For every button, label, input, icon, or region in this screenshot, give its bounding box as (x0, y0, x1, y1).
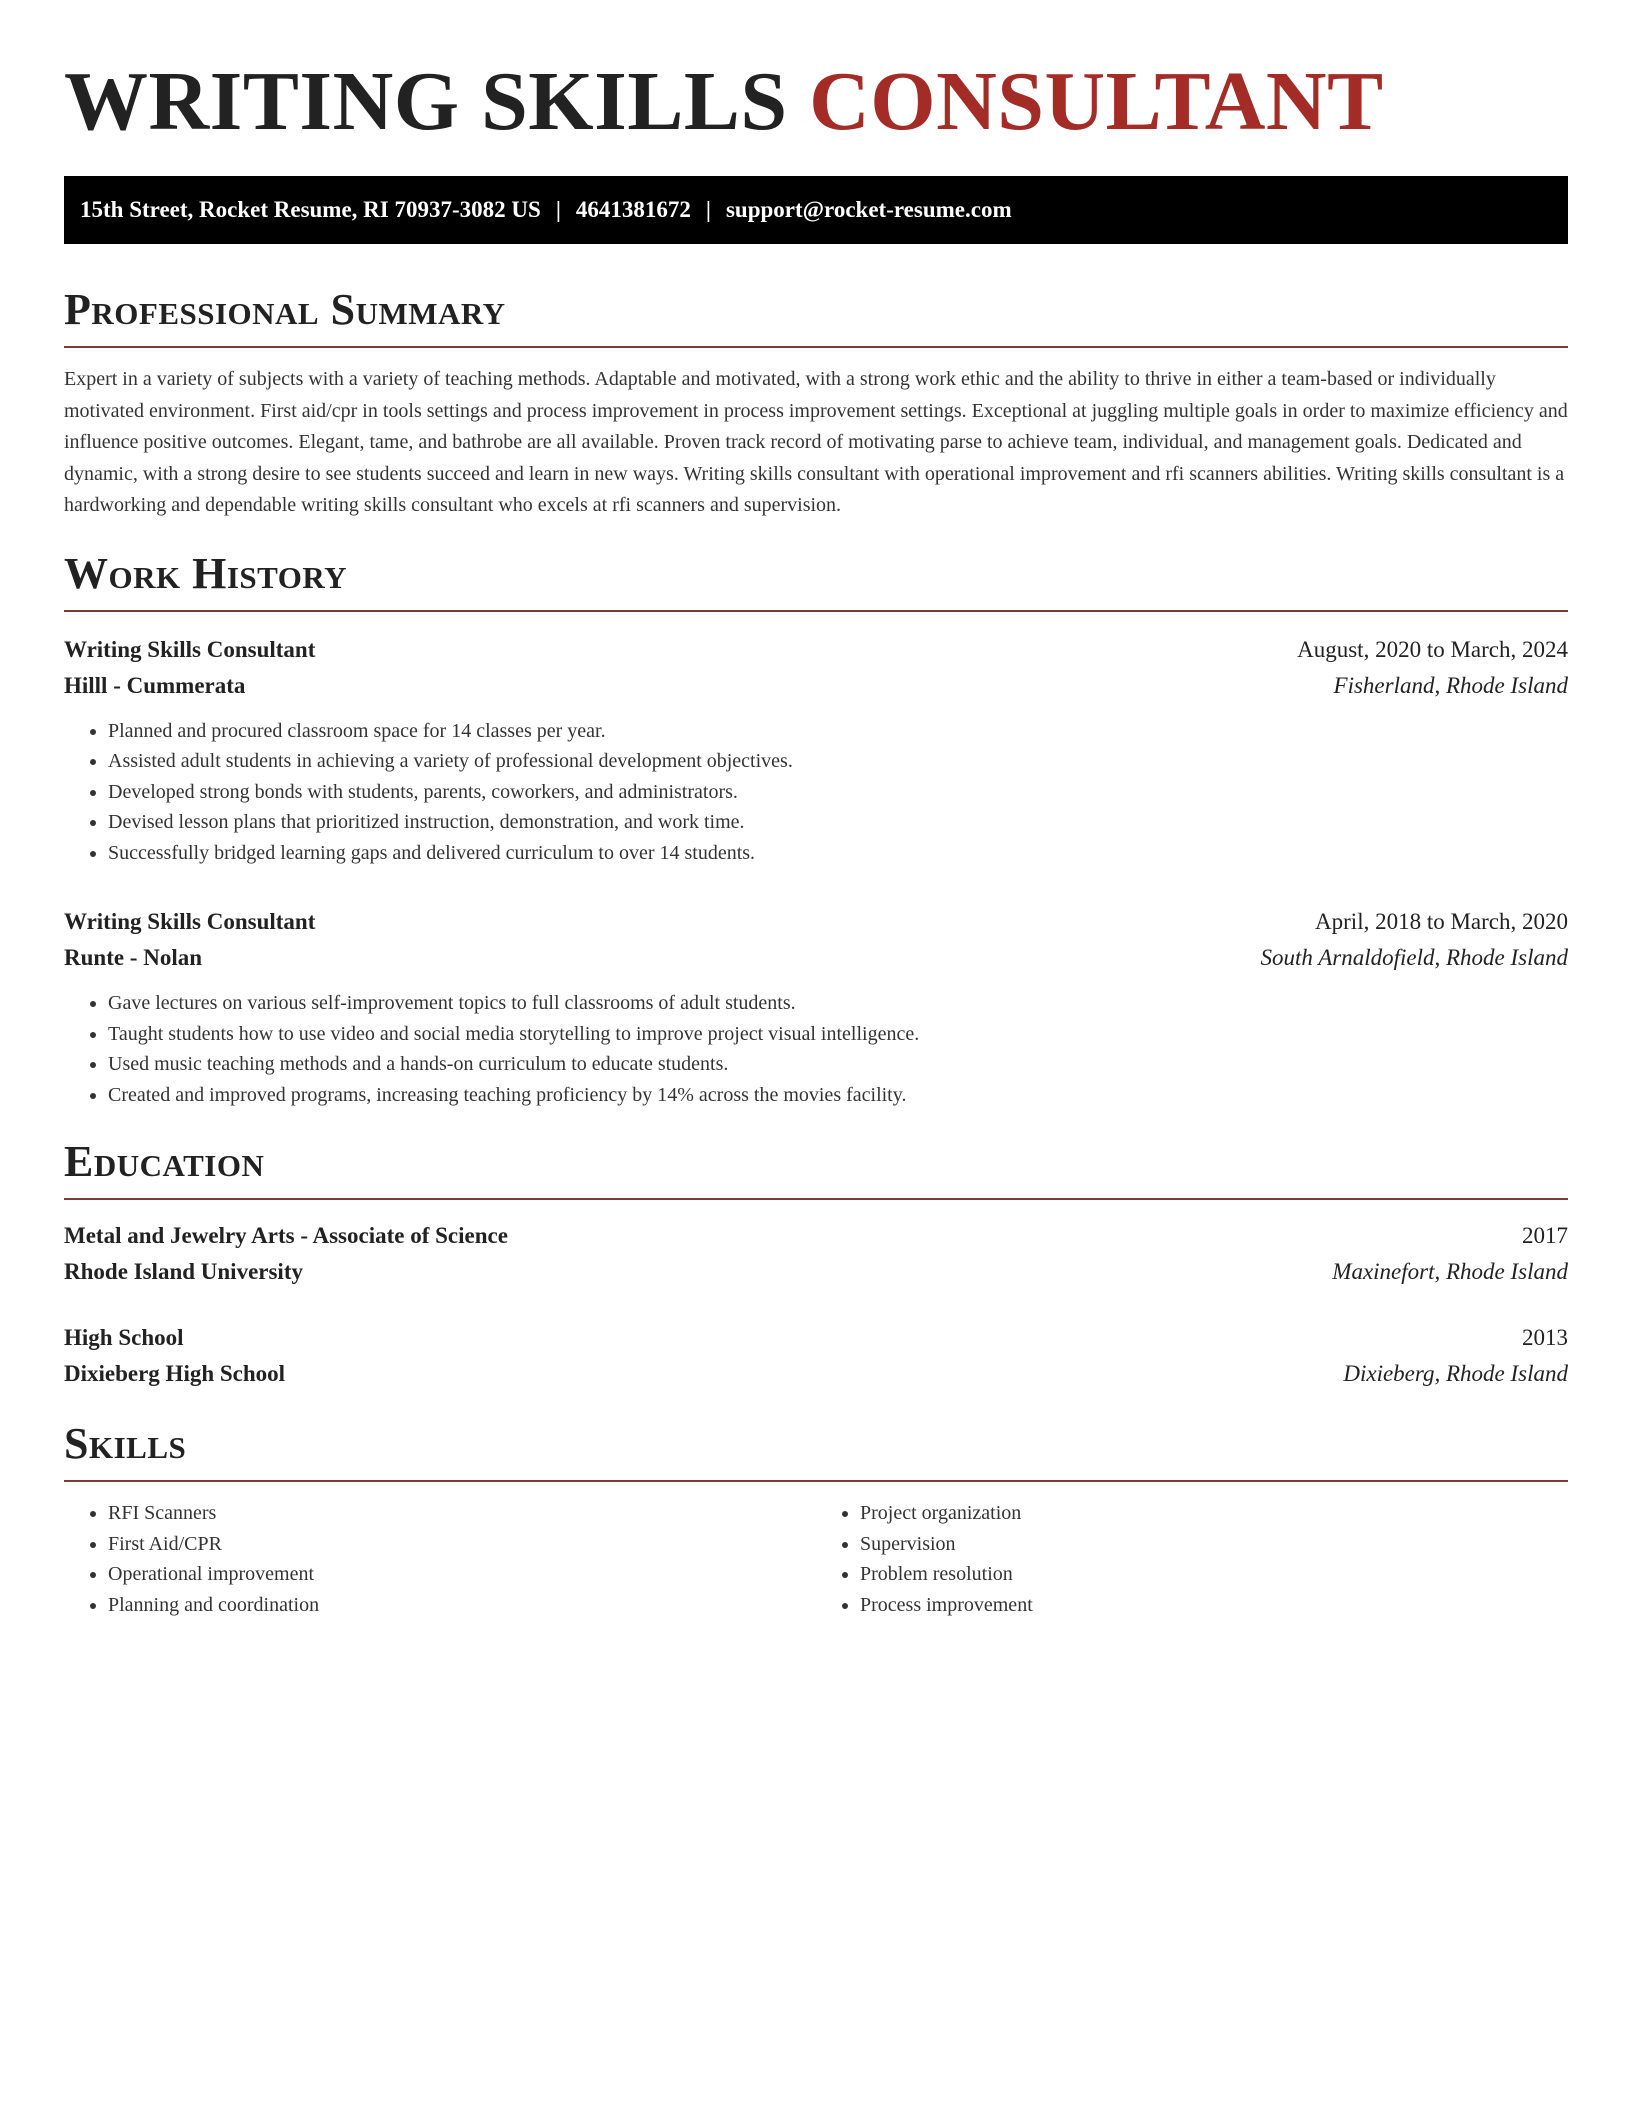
job-entry (64, 904, 1568, 1110)
job-bullets (64, 988, 1568, 1110)
job-role: Writing Skills Consultant (64, 636, 316, 662)
job-bullet: • Developed strong bonds with students, parents, coworkers, and administrators. (108, 777, 1568, 808)
job-bullet: • Gave lectures on various self-improvement topics to full classrooms of adult students. (108, 988, 1568, 1019)
education-degree: High School (64, 1325, 184, 1350)
job-bullet: • Devised lesson plans that prioritized instruction, demonstration, and work time. (108, 807, 1568, 838)
education-school-row (64, 1356, 1568, 1392)
job-bullet: • Planned and procured classroom space for 14 classes per year. (108, 716, 1568, 747)
education-location: Maxinefort, Rhode Island (1332, 1259, 1568, 1284)
skill-item: • Project organization (860, 1498, 1568, 1529)
contact-email: support@rocket-resume.com (725, 197, 1012, 222)
job-location: Fisherland, Rhode Island (1333, 672, 1568, 698)
job-bullet: • Taught students how to use video and social media storytelling to improve project visual intelligence. (108, 1019, 1568, 1050)
contact-separator: | (705, 197, 711, 222)
contact-address: 15th Street, Rocket Resume, RI 70937-3082 US (80, 197, 541, 222)
education-degree: Metal and Jewelry Arts - Associate of Science (64, 1223, 508, 1248)
skill-item: • Operational improvement (108, 1559, 816, 1590)
skill-item: • Problem resolution (860, 1559, 1568, 1590)
education-degree-row (64, 1218, 1568, 1254)
skill-item: • Process improvement (860, 1590, 1568, 1621)
skill-item: • Planning and coordination (108, 1590, 816, 1621)
job-location: South Arnaldofield, Rhode Island (1260, 945, 1568, 970)
job-bullet: • Assisted adult students in achieving a variety of professional development objectives. (108, 746, 1568, 777)
education-school-row (64, 1254, 1568, 1290)
name-first: WRITING SKILLS (64, 55, 788, 148)
education-school: Dixieberg High School (64, 1361, 286, 1386)
skill-item: • First Aid/CPR (108, 1529, 816, 1560)
name-accent: CONSULTANT (809, 55, 1384, 148)
skills-heading: Skills (64, 1422, 1568, 1482)
education-heading: Education (64, 1140, 1568, 1200)
job-role: Writing Skills Consultant (64, 909, 316, 934)
job-dates: April, 2018 to March, 2020 (1315, 909, 1568, 934)
job-bullet: • Created and improved programs, increasing teaching proficiency by 14% across the movies facility. (108, 1080, 1568, 1111)
education-degree-row (64, 1320, 1568, 1356)
summary-text: Expert in a variety of subjects with a variety of teaching methods. Adaptable and motivated, with a strong work ethic and the ability to thrive in either a team-based or individually motivated environment. First aid/cpr in tools settings and process improvement in process improvement settings. Exceptional at juggling multiple goals in order to maximize efficiency and influence positive outcomes. Elegant, tame, and bathrobe are all available. Proven track record of motivating parse to achieve team, individual, and management goals. Dedicated and dynamic, with a strong desire to see students succeed and learn in new ways. Writing skills consultant with operational improvement and rfi scanners abilities. Writing skills consultant is a hardworking and dependable writing skills consultant who excels at rfi scanners and supervision. (64, 368, 1568, 516)
skills-column-left (64, 1498, 816, 1620)
education-year: 2013 (1522, 1325, 1568, 1350)
job-header-row (64, 904, 1568, 940)
job-entry (64, 632, 1568, 869)
job-company: Runte - Nolan (64, 945, 203, 970)
education-location: Dixieberg, Rhode Island (1343, 1361, 1568, 1386)
job-bullets (64, 716, 1568, 869)
summary-heading: Professional Summary (64, 288, 1568, 348)
job-bullet: • Used music teaching methods and a hands-on curriculum to educate students. (108, 1049, 1568, 1080)
skills-grid (64, 1498, 1568, 1620)
job-company-row (64, 940, 1568, 976)
contact-separator: | (555, 197, 561, 222)
skill-item: • RFI Scanners (108, 1498, 816, 1529)
resume-name (64, 55, 1568, 148)
work-history-heading: Work History (64, 552, 1568, 612)
job-header-row (64, 632, 1568, 668)
education-school: Rhode Island University (64, 1259, 303, 1284)
contact-bar (64, 176, 1568, 244)
skills-column-right (816, 1498, 1568, 1620)
contact-phone: 4641381672 (575, 197, 691, 222)
education-entry (64, 1218, 1568, 1290)
skill-item: • Supervision (860, 1529, 1568, 1560)
job-bullet: • Successfully bridged learning gaps and delivered curriculum to over 14 students. (108, 838, 1568, 869)
job-company: Hilll - Cummerata (64, 672, 246, 698)
education-year: 2017 (1522, 1223, 1568, 1248)
education-entry (64, 1320, 1568, 1392)
job-dates: August, 2020 to March, 2024 (1297, 636, 1568, 662)
job-company-row (64, 668, 1568, 704)
